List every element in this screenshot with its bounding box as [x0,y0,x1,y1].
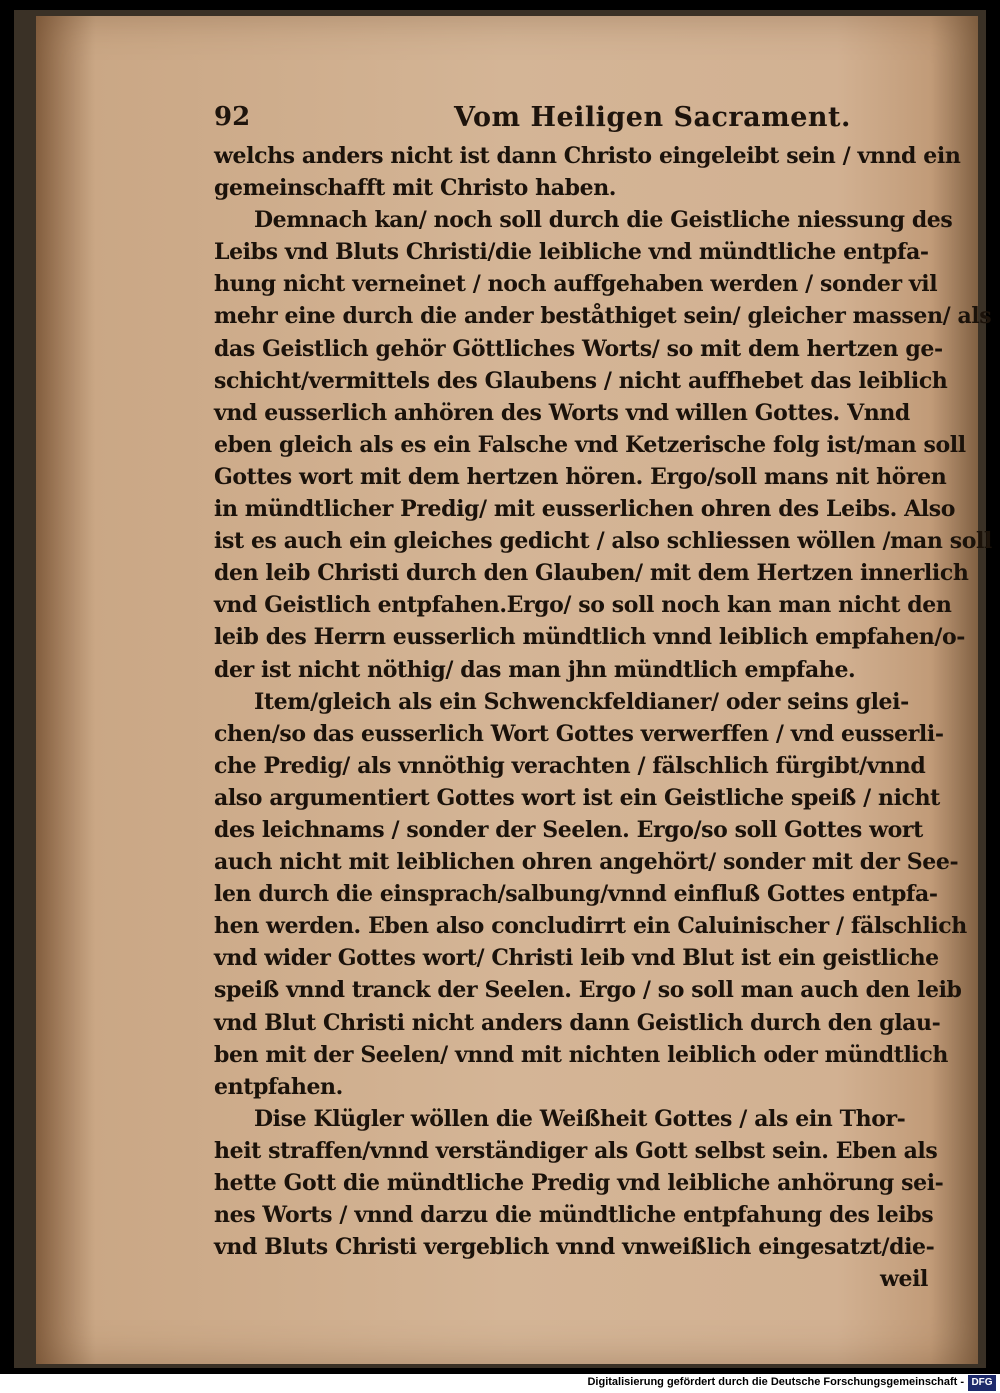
text-line: Leibs vnd Bluts Christi/die leibliche vnd mündtliche entpfa- [214,239,929,266]
text-line: also argumentiert Gottes wort ist ein Geistliche speiß / nicht [214,784,940,811]
text-line: vnd Bluts Christi vergeblich vnnd vnweißlich eingesatzt/die- [214,1234,935,1261]
text-line: speiß vnnd tranck der Seelen. Ergo / so soll man auch den leib [214,977,962,1004]
text-line: gemeinschafft mit Christo haben. [214,175,617,202]
text-line: eben gleich als es ein Falsche vnd Ketzerische folg ist/man soll [214,431,966,458]
text-line: welchs anders nicht ist dann Christo eingeleibt sein / vnnd ein [214,143,961,169]
text-line: mehr eine durch die ander beståthiget sein/ gleicher massen/ als [214,303,992,330]
footer-credit: Digitalisierung gefördert durch die Deutsche Forschungsgemeinschaft - [587,1376,964,1388]
text-line: hette Gott die mündtliche Predig vnd leibliche anhörung sei- [214,1170,944,1196]
page-number: 92 [214,102,251,132]
running-title: Vom Heiligen Sacrament. [454,102,851,133]
text-line: Gottes wort mit dem hertzen hören. Ergo/soll mans nit hören [214,463,947,490]
text-line: vnd Blut Christi nicht anders dann Geistlich durch den glau- [214,1009,941,1036]
text-line: hung nicht verneinet / noch auffgehaben werden / sonder vil [214,271,938,298]
body-text [214,140,992,1295]
text-line: ist es auch ein gleiches gedicht / also schliessen wöllen /man soll [214,528,992,555]
text-line: in mündtlicher Predig/ mit eusserlichen ohren des Leibs. Also [214,496,956,523]
text-line: che Predig/ als vnnöthig verachten / fälschlich fürgibt/vnnd [214,752,926,779]
dfg-logo: DFG [968,1375,996,1391]
page-gutter-shadow [36,16,96,1364]
text-line: entpfahen. [214,1073,343,1100]
text-line: des leichnams / sonder der Seelen. Ergo/so soll Gottes wort [214,816,923,843]
text-line: den leib Christi durch den Glauben/ mit dem Hertzen innerlich [214,560,969,587]
text-line: vnd eusserlich anhören des Worts vnd willen Gottes. Vnnd [214,399,910,426]
text-line: hen werden. Eben also concludirrt ein Caluinischer / fälschlich [214,913,967,940]
text-line: der ist nicht nöthig/ das man jhn mündtlich empfahe. [214,656,856,683]
text-line: auch nicht mit leiblichen ohren angehört/ sonder mit der See- [214,849,959,876]
text-line: ben mit der Seelen/ vnnd mit nichten leiblich oder mündtlich [214,1041,948,1068]
text-line: schicht/vermittels des Glaubens / nicht auffhebet das leiblich [214,367,948,394]
text-line: leib des Herrn eusserlich mündtlich vnnd leiblich empfahen/o- [214,624,965,651]
text-line: vnd Geistlich entpfahen.Ergo/ so soll noch kan man nicht den [214,592,952,619]
catchword: weil [879,1266,928,1293]
running-head [214,102,914,142]
text-line: heit straffen/vnnd verständiger als Gott selbst sein. Eben als [214,1137,938,1164]
text-line: Dise Klügler wöllen die Weißheit Gottes / als ein Thor- [254,1105,906,1132]
text-line: chen/so das eusserlich Wort Gottes verwerffen / vnd eusserli- [214,720,944,747]
text-line: Item/gleich als ein Schwenckfeldianer/ oder seins glei- [254,688,909,715]
text-line: nes Worts / vnnd darzu die mündtliche entpfahung des leibs [214,1202,934,1229]
text-line: vnd wider Gottes wort/ Christi leib vnd Blut ist ein geistliche [214,945,939,972]
digitization-footer [0,1374,1000,1393]
text-line: das Geistlich gehör Göttliches Worts/ so mit dem hertzen ge- [214,335,943,362]
text-line: Demnach kan/ noch soll durch die Geistliche niessung des [254,207,953,234]
text-line: len durch die einsprach/salbung/vnnd einfluß Gottes entpfa- [214,881,938,908]
